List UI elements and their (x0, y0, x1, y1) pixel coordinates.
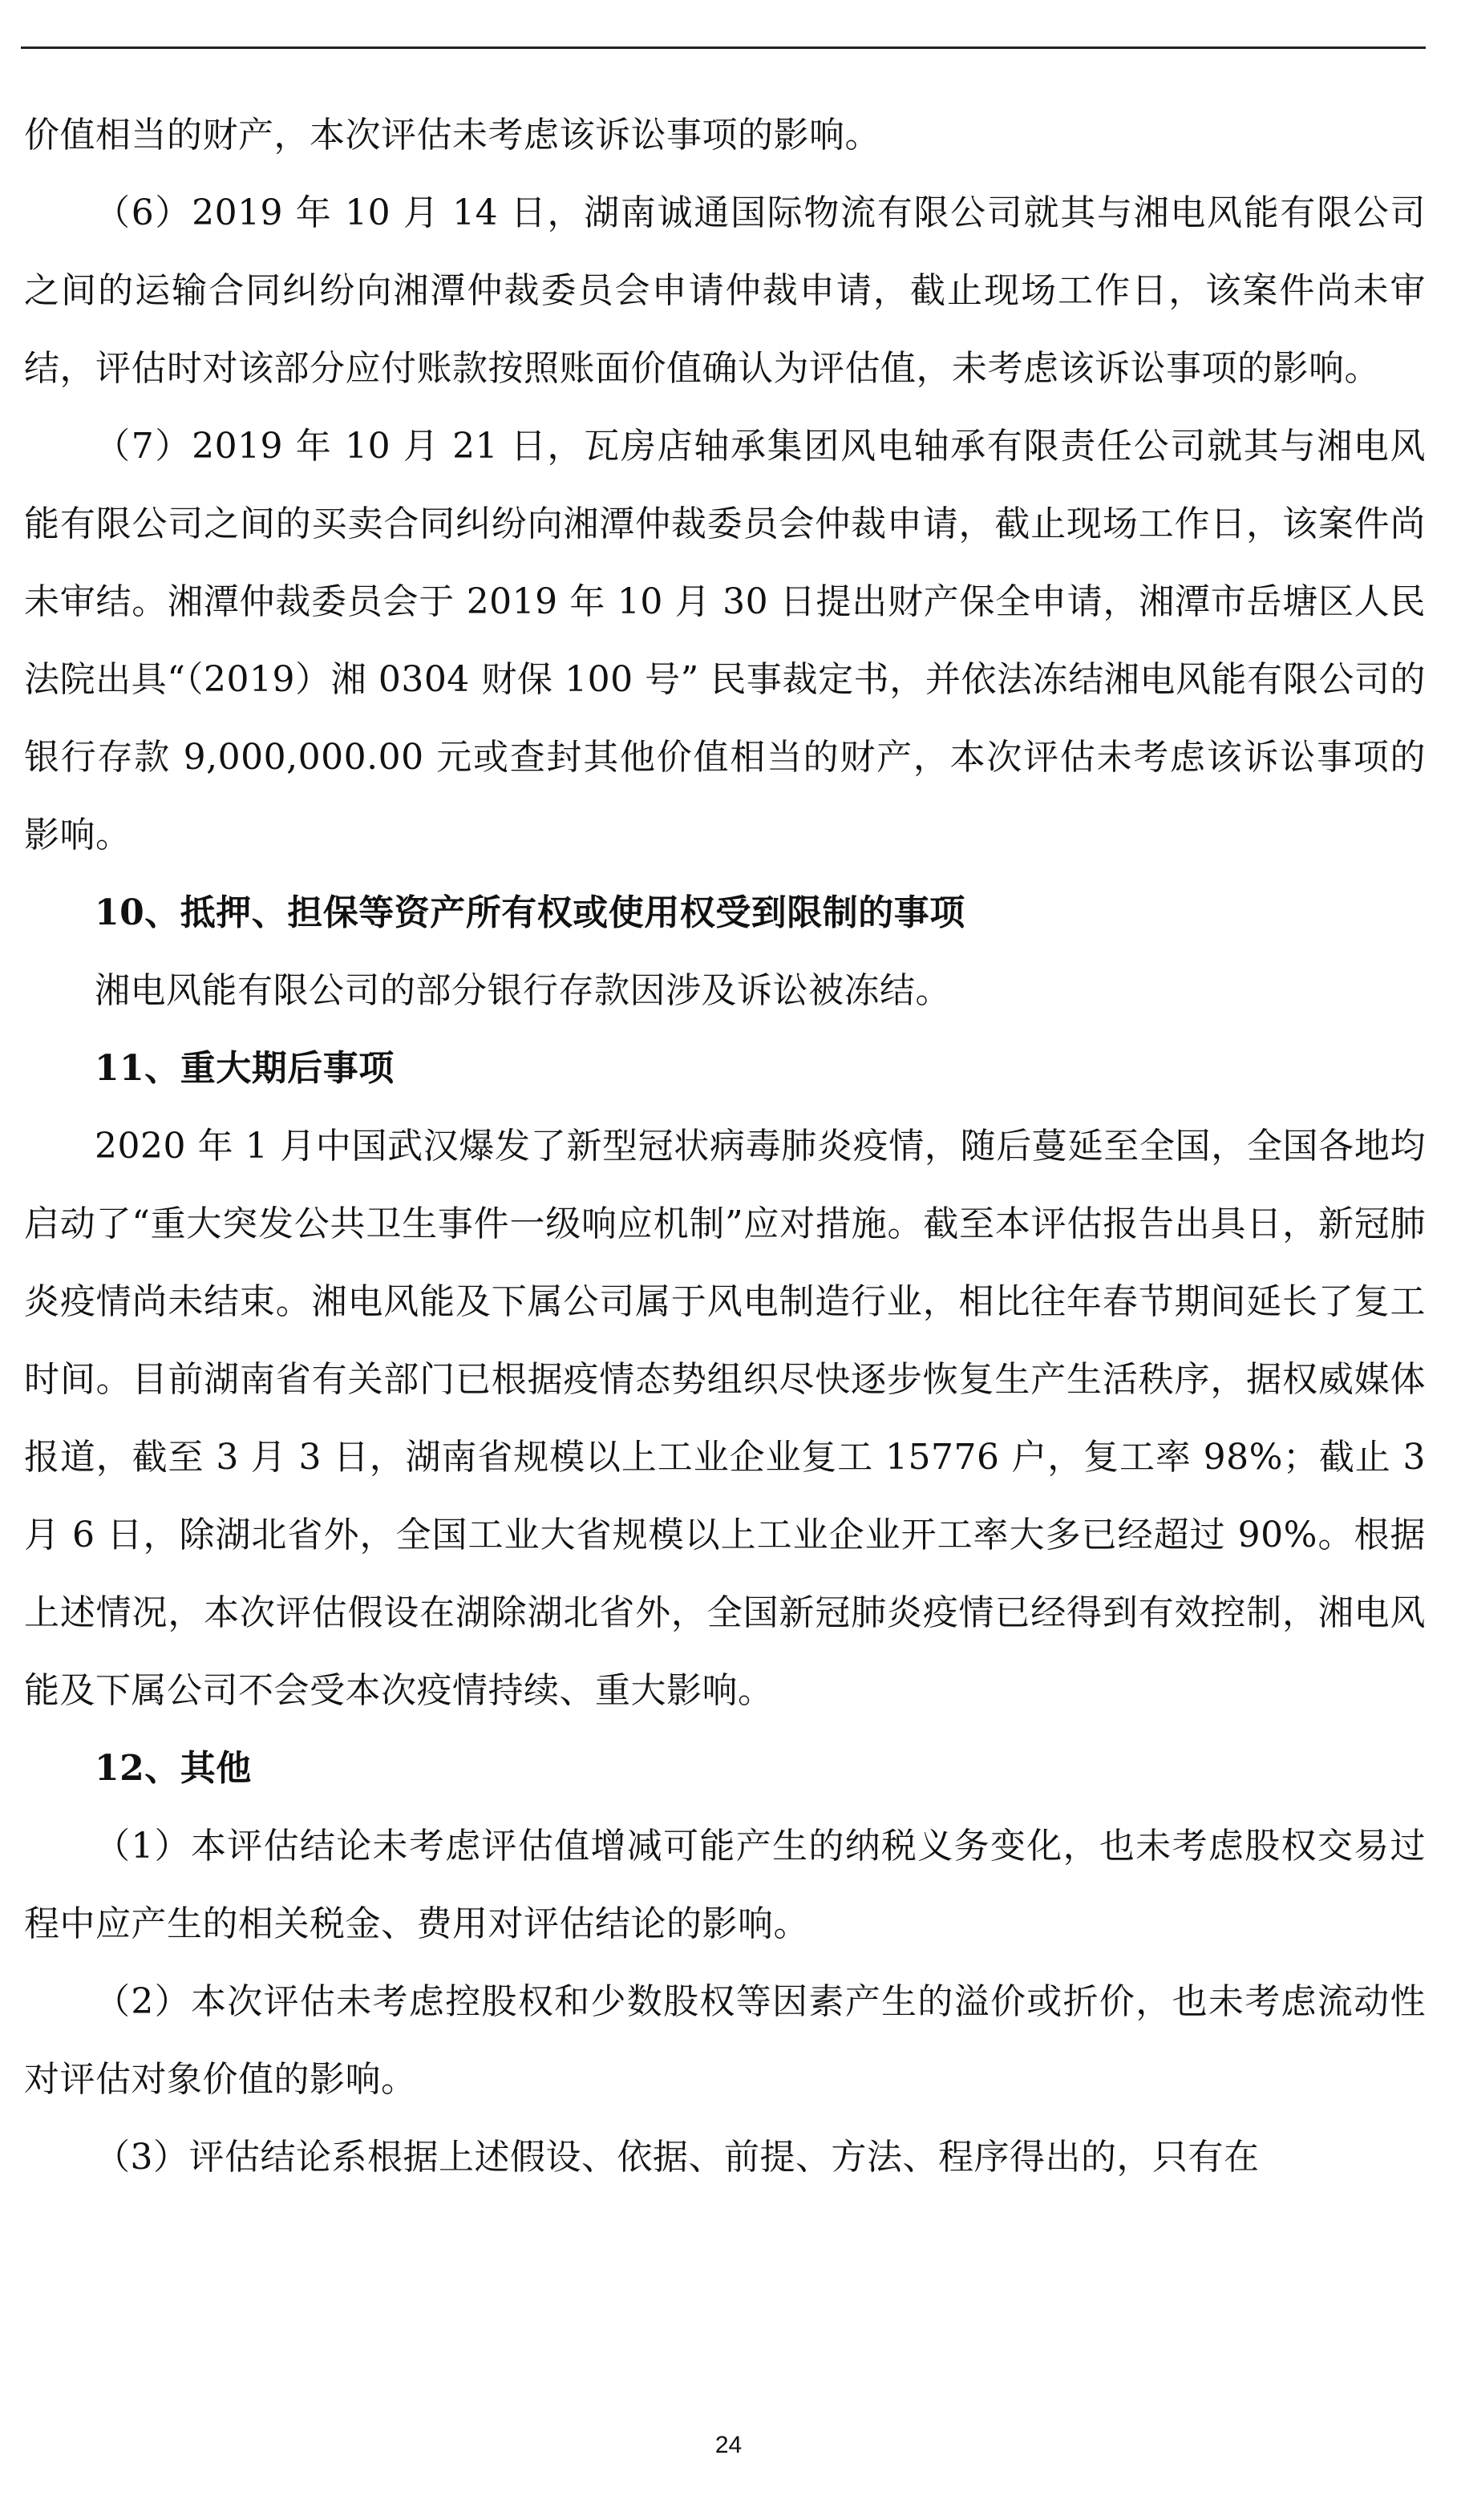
page-body (24, 96, 1426, 2196)
paragraph-continuation: 价值相当的财产，本次评估未考虑该诉讼事项的影响。 (24, 115, 880, 156)
paragraph-item-6: （6）2019 年 10 月 14 日，湖南诚通国际物流有限公司就其与湘电风能有限公司之间的运输合同纠纷向湘潭仲裁委员会申请仲裁申请，截止现场工作日，该案件尚未审结，评估时对该部分应付账款按照账面价值确认为评估值，未考虑该诉讼事项的影响。 (24, 192, 1426, 389)
section-heading-12: 12、其他 (95, 1748, 252, 1789)
page-number: 24 (714, 2432, 743, 2458)
paragraph-other-1: （1）本评估结论未考虑评估值增减可能产生的纳税义务变化，也未考虑股权交易过程中应产生的相关税金、费用对评估结论的影响。 (24, 1826, 1426, 1944)
paragraph-section-11: 2020 年 1 月中国武汉爆发了新型冠状病毒肺炎疫情，随后蔓延至全国，全国各地均启动了“重大突发公共卫生事件一级响应机制”应对措施。截至本评估报告出具日，新冠肺炎疫情尚未结束。湘电风能及下属公司属于风电制造行业，相比往年春节期间延长了复工时间。目前湖南省有关部门已根据疫情态势组织尽快逐步恢复生产生活秩序，据权威媒体报道，截至 3 月 3 日，湖南省规模以上工业企业复工 15776 户，复工率 98%；截止 3 月 6 日，除湖北省外，全国工业大省规模以上工业企业开工率大多已经超过 90%。根据上述情况，本次评估假设在湖除湖北省外，全国新冠肺炎疫情已经得到有效控制，湘电风能及下属公司不会受本次疫情持续、重大影响。 (24, 1126, 1426, 1711)
paragraph-section-10: 湘电风能有限公司的部分银行存款因涉及诉讼被冻结。 (95, 970, 951, 1011)
paragraph-other-2: （2）本次评估未考虑控股权和少数股权等因素产生的溢价或折价，也未考虑流动性对评估对象价值的影响。 (24, 1981, 1426, 2100)
section-heading-10: 10、抵押、担保等资产所有权或使用权受到限制的事项 (95, 892, 965, 933)
section-heading-11: 11、重大期后事项 (95, 1048, 395, 1089)
header-rule (21, 47, 1426, 49)
paragraph-item-7: （7）2019 年 10 月 21 日，瓦房店轴承集团风电轴承有限责任公司就其与湘电风能有限公司之间的买卖合同纠纷向湘潭仲裁委员会仲裁申请，截止现场工作日，该案件尚未审结。湘潭仲裁委员会于 2019 年 10 月 30 日提出财产保全申请，湘潭市岳塘区人民法院出具“（2019）湘 0304 财保 100 号” 民事裁定书，并依法冻结湘电风能有限公司的银行存款 9,000,000.00 元或查封其他价值相当的财产，本次评估未考虑该诉讼事项的影响。 (24, 426, 1426, 856)
paragraph-other-3: （3）评估结论系根据上述假设、依据、前提、方法、程序得出的，只有在 (95, 2137, 1260, 2178)
